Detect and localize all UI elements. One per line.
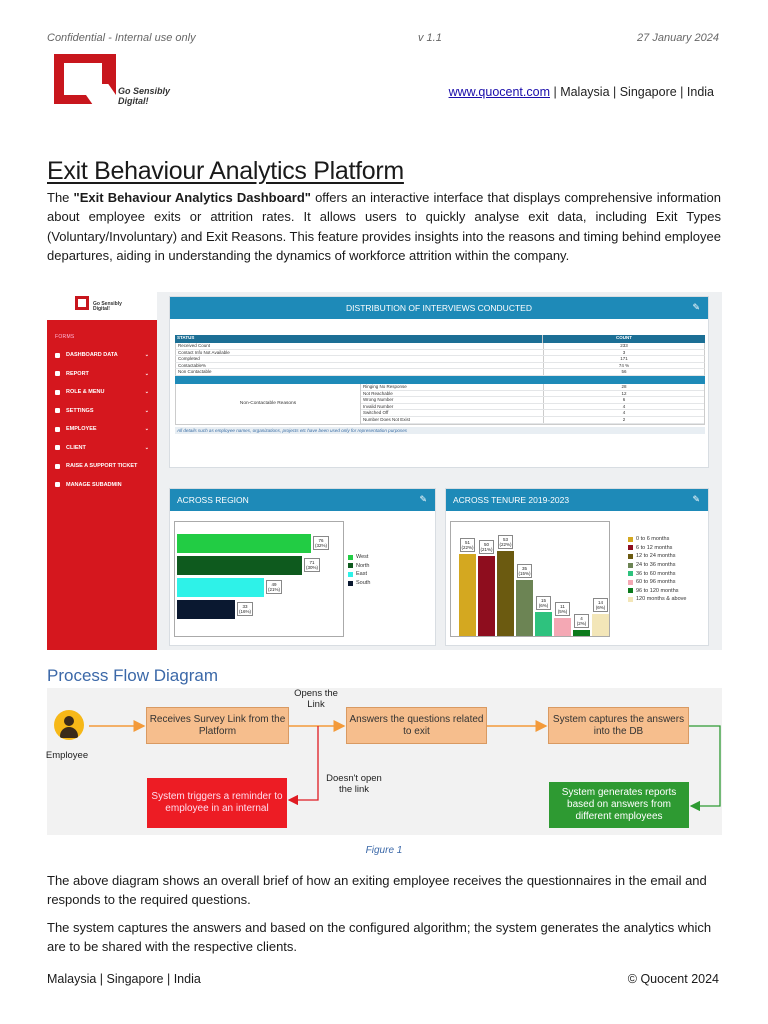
reason-cell: Invalid Number [361,404,544,410]
legend-item: 36 to 60 months [628,569,686,578]
tenure-bar [554,618,571,636]
dashboard-sidebar [47,292,157,650]
status-cell: Contact Info Not Available [176,350,544,356]
sidebar-item[interactable] [47,439,157,458]
reason-row [361,404,704,411]
legend-item: 60 to 96 months [628,578,686,587]
reason-row [361,417,704,424]
interviews-title: DISTRIBUTION OF INTERVIEWS CONDUCTED [346,303,532,313]
sidebar-section-label: FORMS [55,334,75,340]
reason-row [361,410,704,417]
non-contactable-label: Non-Contactable Reasons [176,384,361,424]
legend-item: East [348,570,370,579]
tenure-data-label: 35 (15%) [518,566,531,576]
count-cell: 74 % [618,362,630,368]
footer-copyright: © Quocent 2024 [627,972,719,986]
menu-icon [55,482,60,487]
receives-link-box: Receives Survey Link from the Platform [146,707,289,744]
figure-caption: Figure 1 [365,845,403,856]
legend-item: 12 to 24 months [628,552,686,561]
chevron-down-icon: ⌄ [144,389,149,396]
tenure-data-label: 14 (6%) [593,598,608,612]
region-legend [348,553,370,587]
reason-cell: Not Reachable [361,391,544,397]
reason-row [361,391,704,398]
region-data-label: 33 (16%) [239,604,252,614]
tenure-chart [450,521,610,637]
tenure-data-label: 50 (21%) [480,542,493,552]
interviews-table [175,335,705,434]
table-row [175,356,705,363]
sidebar-item-label: REPORT [66,370,89,377]
region-bar [177,556,302,575]
region-bar [177,578,264,597]
tenure-bar [459,554,476,636]
website-link[interactable]: www.quocent.com [448,85,550,99]
sidebar-item[interactable] [47,346,157,365]
region-data-label: 49 (21%) [268,582,281,592]
date-label: 27 January 2024 [637,32,719,44]
page-title: Exit Behaviour Analytics Platform [47,157,404,185]
tenure-bar [478,556,495,636]
status-cell: Received Count [176,343,544,349]
reason-cell: Wrong Number [361,397,544,403]
tenure-data-label: 15 (6%) [536,596,551,610]
menu-icon [55,445,60,450]
reminder-box: System triggers a reminder to employee in an internal [147,778,287,828]
sidebar-item-label: MANAGE SUBADMIN [66,481,122,488]
tenure-data-label: 4 (2%) [574,614,589,628]
legend-item: North [348,562,370,571]
reason-cell: Number Does Not Exist [361,417,544,423]
menu-icon [55,408,60,413]
menu-icon [55,371,60,376]
region-data-label: 71 (30%) [306,560,319,570]
sidebar-item-label: ROLE & MENU [66,389,105,396]
sidebar-item-label: DASHBOARD DATA [66,352,118,359]
menu-icon [55,390,60,395]
reason-cell: Switched Off [361,410,544,416]
edit-icon[interactable]: ✎ [419,494,427,504]
legend-item: 0 to 6 months [628,535,686,544]
legend-item: South [348,579,370,588]
intro-paragraph: The "Exit Behaviour Analytics Dashboard" offers an interactive interface that displays comprehensive information about employee exits or attrition rates. It allows users to quickly analyse exit data, including Exit Types (Voluntary/Involuntary) and Exit Reasons. This feature provides insights into the reasons and timing behind employee departures, aiding in understanding the dynamics of workforce attrition within the company. [47,190,722,263]
chevron-down-icon: ⌄ [144,444,149,451]
region-bar [177,600,235,619]
tenure-bar [516,580,533,636]
chevron-down-icon: ⌄ [144,352,149,359]
col-count: COUNT [616,335,632,340]
region-bar [177,534,311,553]
reason-count-cell: 6 [622,397,626,403]
status-cell: Contactable% [176,363,544,369]
reason-count-cell: 28 [621,383,627,389]
quocent-logo: Go Sensibly Digital! [54,54,174,106]
sidebar-item[interactable] [47,457,157,476]
reason-count-cell: 12 [621,390,627,396]
tenure-data-label: 53 (22%) [499,537,512,547]
sidebar-item-label: CLIENT [66,444,86,451]
employee-label: Employee [45,750,89,761]
menu-icon [55,464,60,469]
system-captures-box: System captures the answers into the DB [548,707,689,744]
legend-item: 96 to 120 months [628,587,686,596]
reports-box: System generates reports based on answers from different employees [549,782,689,828]
region-panel [169,488,436,646]
menu-icon [55,353,60,358]
process-flow-diagram [47,688,722,835]
sidebar-item-label: SETTINGS [66,407,94,414]
table-row [175,363,705,370]
legend-item: 6 to 12 months [628,544,686,553]
not-open-label: Doesn't open the link [326,773,382,795]
chevron-down-icon: ⌄ [144,370,149,377]
reason-row [361,384,704,391]
tenure-bar [497,551,514,636]
count-cell: 233 [620,343,628,348]
reason-count-cell: 2 [622,416,626,422]
tenure-bar [573,630,590,636]
opens-link-label: Opens the Link [294,688,338,710]
table-row [175,343,705,350]
regions-text: | Malaysia | Singapore | India [550,85,714,99]
header-links [449,85,714,99]
legend-item: West [348,553,370,562]
menu-icon [55,427,60,432]
tenure-bar [535,612,552,636]
footer-regions: Malaysia | Singapore | India [47,972,201,986]
answers-box: Answers the questions related to exit [346,707,487,744]
sidebar-item[interactable] [47,365,157,384]
tenure-title: ACROSS TENURE 2019-2023 [453,495,570,505]
sidebar-logo: Go Sensibly Digital! [47,292,157,320]
interviews-panel [169,296,709,468]
region-chart [174,521,344,637]
tenure-bar [592,614,609,636]
sidebar-item-label: RAISE A SUPPORT TICKET [66,463,138,470]
region-data-label: 76 (32%) [315,538,328,548]
count-cell: 3 [622,349,626,355]
sidebar-item[interactable] [47,383,157,402]
sidebar-item[interactable] [47,420,157,439]
tenure-legend [628,535,686,604]
reason-count-cell: 4 [622,403,626,409]
reason-count-cell: 4 [622,410,626,416]
sidebar-item-label: EMPLOYEE [66,426,97,433]
paragraph-2: The system captures the answers and based on the configured algorithm; the system generates the analytics which are to be shared with the respective clients. [47,920,712,954]
confidential-label: Confidential - Internal use only [47,32,196,44]
region-title: ACROSS REGION [177,495,249,505]
paragraph-1: The above diagram shows an overall brief of how an exiting employee receives the questionnaires in the email and responds to the required questions. [47,873,707,907]
edit-icon[interactable]: ✎ [692,302,700,312]
version-label: v 1.1 [418,32,442,44]
process-heading: Process Flow Diagram [47,666,218,685]
sidebar-item[interactable] [47,476,157,495]
count-cell: 56 [621,369,627,375]
sidebar-item[interactable] [47,402,157,421]
chevron-down-icon: ⌄ [144,426,149,433]
legend-item: 24 to 36 months [628,561,686,570]
table-row [175,350,705,357]
legend-item: 120 months & above [628,595,686,604]
table-row [175,369,705,376]
count-cell: 171 [620,356,628,362]
reason-cell: Ringing No Response [361,384,544,390]
edit-icon[interactable]: ✎ [692,494,700,504]
chevron-down-icon: ⌄ [144,407,149,414]
col-status: STATUS [175,335,543,343]
employee-icon [54,710,84,740]
tenure-data-label: 51 (22%) [461,540,474,550]
tenure-data-label: 11 (5%) [555,602,570,616]
status-cell: Non Contactable [176,369,544,375]
status-cell: Completed [176,356,544,362]
reason-row [361,397,704,404]
table-note: All details such as employee names, organizations, projects etc have been used only for representation purposes [175,427,705,434]
dashboard-screenshot [47,292,722,650]
tenure-panel [445,488,709,646]
